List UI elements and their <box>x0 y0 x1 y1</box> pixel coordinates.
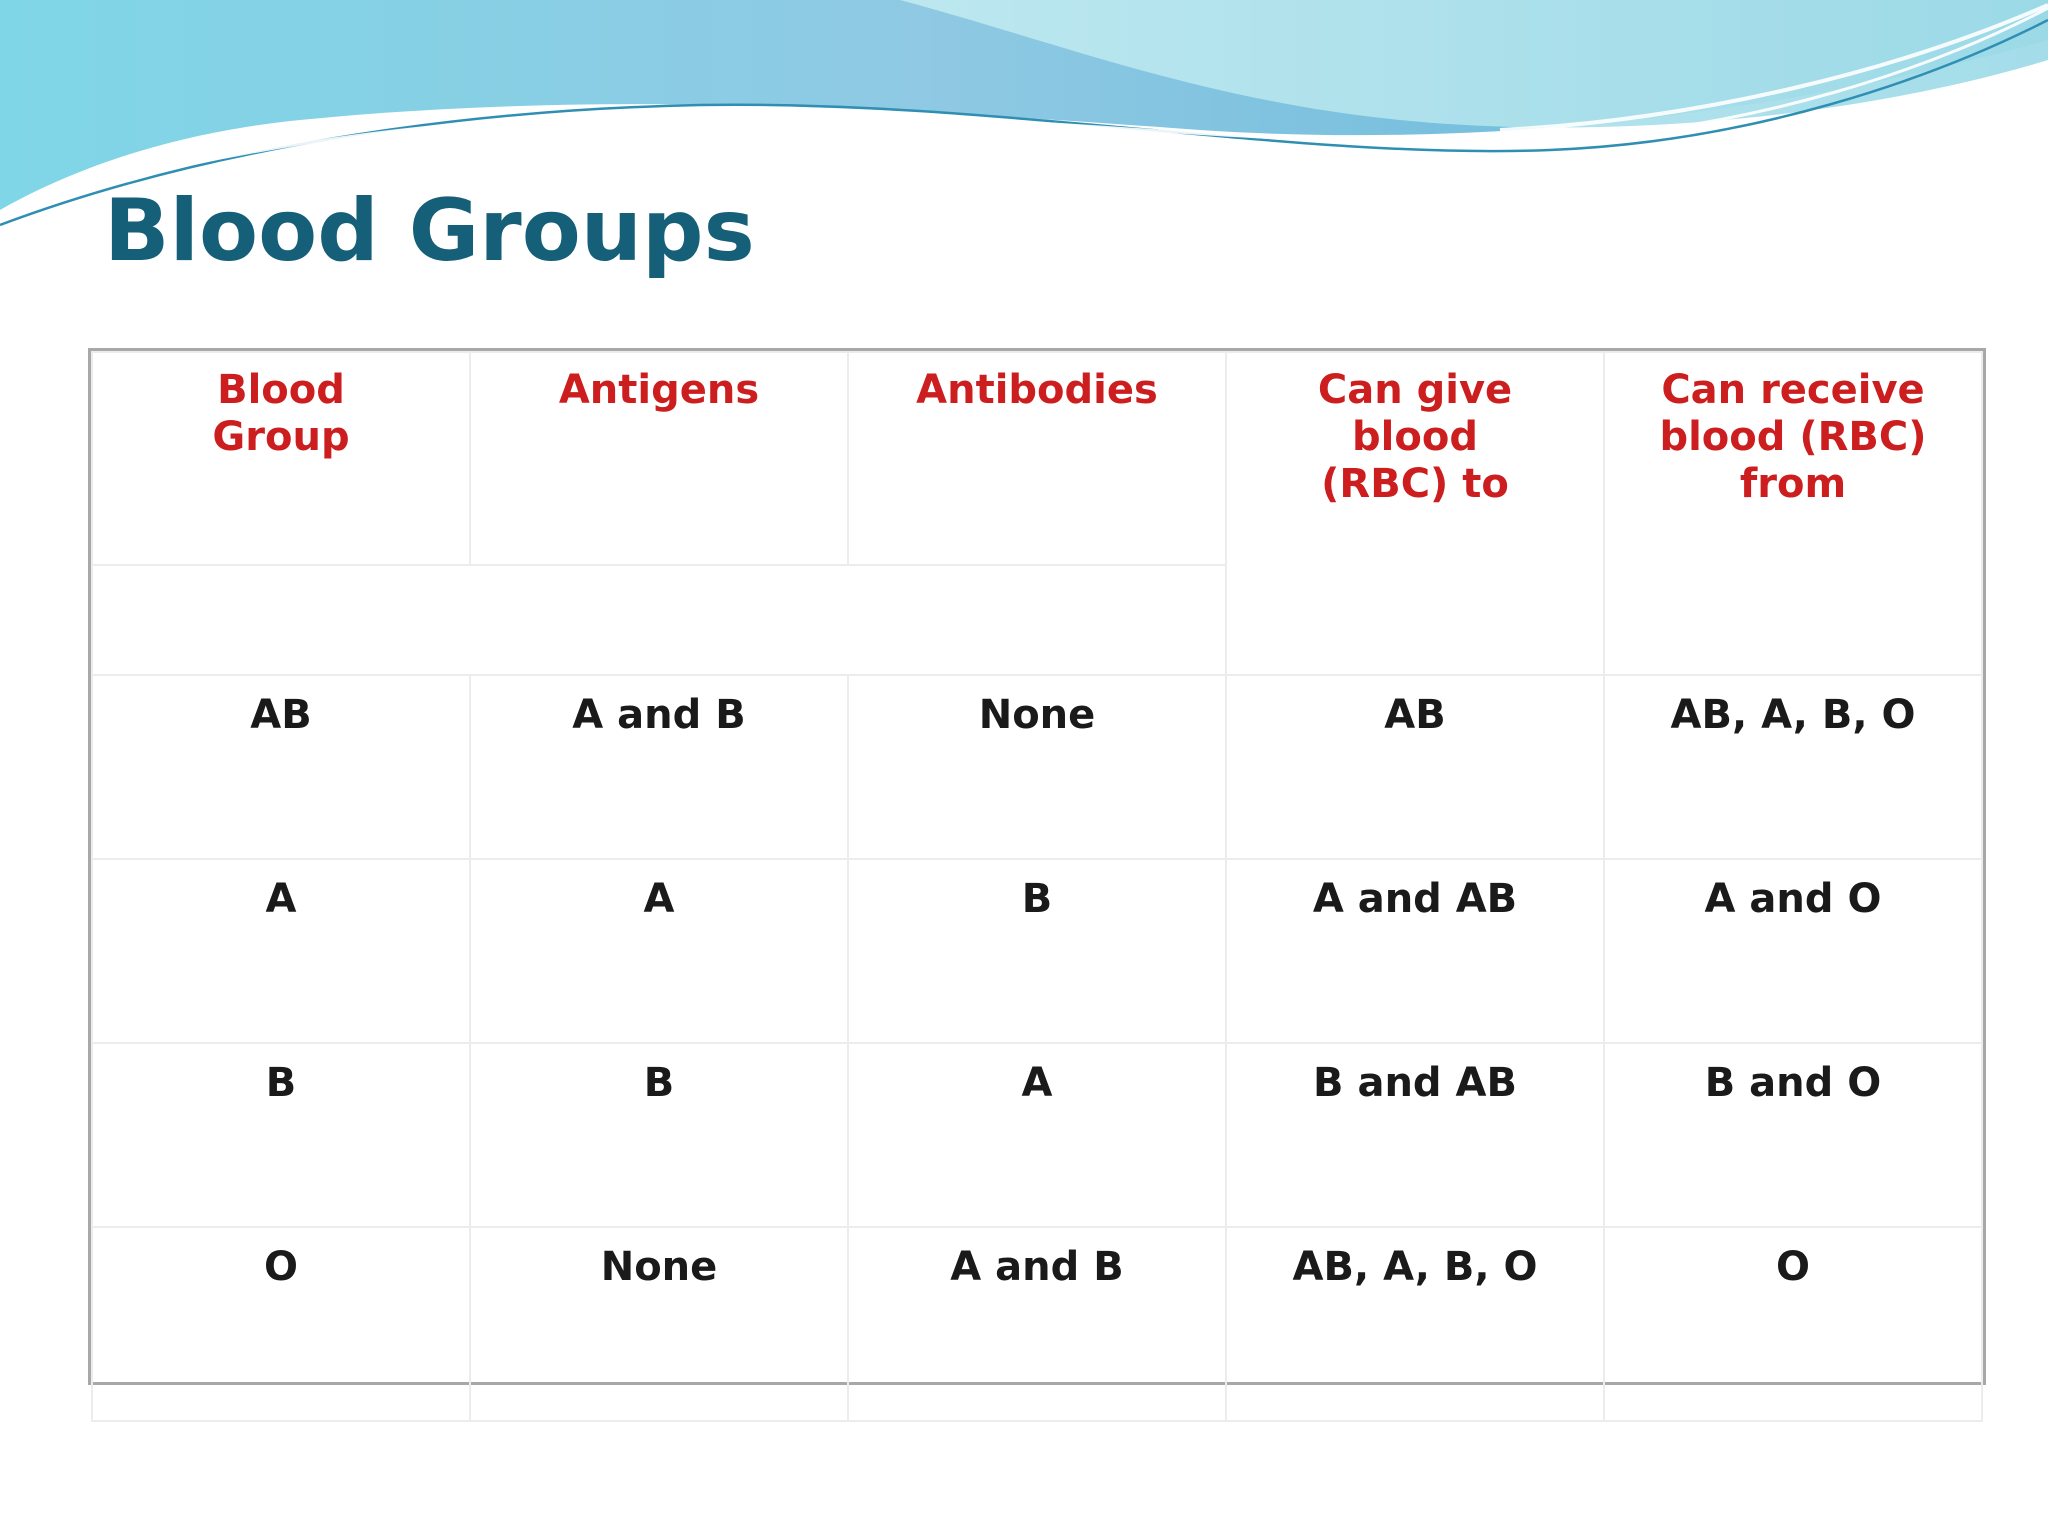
blood-group-table <box>88 348 1986 1385</box>
table-cell: B <box>92 1043 470 1227</box>
table-cell: O <box>1604 1227 1982 1421</box>
table-row <box>92 675 1982 859</box>
header-line: Antibodies <box>916 367 1158 413</box>
header-can-give <box>1226 352 1604 675</box>
table-row <box>92 1227 1982 1421</box>
table-cell: B and AB <box>1226 1043 1604 1227</box>
table-cell: A and B <box>470 675 848 859</box>
table-cell: A <box>92 859 470 1043</box>
table-cell: AB <box>92 675 470 859</box>
header-antigens <box>470 352 848 565</box>
table-cell: A <box>848 1043 1226 1227</box>
table-cell: AB, A, B, O <box>1604 675 1982 859</box>
header-antibodies <box>848 352 1226 565</box>
table-cell: B <box>848 859 1226 1043</box>
table-cell: A and B <box>848 1227 1226 1421</box>
header-line: Can receive <box>1661 367 1925 413</box>
table-row <box>92 859 1982 1043</box>
table-cell: A <box>470 859 848 1043</box>
table-cell: A and AB <box>1226 859 1604 1043</box>
header-line: Antigens <box>558 367 760 413</box>
header-line: (RBC) to <box>1321 461 1509 507</box>
table-header-row <box>92 352 1982 565</box>
header-line: from <box>1739 461 1847 507</box>
table-row <box>92 1043 1982 1227</box>
header-line: Group <box>212 414 350 460</box>
header-spacer-cell <box>92 565 1226 675</box>
header-blood-group <box>92 352 470 565</box>
table-grid <box>91 351 1983 1422</box>
header-line: Blood <box>217 367 345 413</box>
header-line: Can give <box>1317 367 1513 413</box>
table-cell: A and O <box>1604 859 1982 1043</box>
table-cell: AB <box>1226 675 1604 859</box>
table-cell: B <box>470 1043 848 1227</box>
table-cell: AB, A, B, O <box>1226 1227 1604 1421</box>
header-can-receive <box>1604 352 1982 675</box>
header-line: blood (RBC) <box>1659 414 1927 460</box>
table-cell: O <box>92 1227 470 1421</box>
table-cell: None <box>848 675 1226 859</box>
slide-title: Blood Groups <box>104 181 755 281</box>
table-cell: B and O <box>1604 1043 1982 1227</box>
header-line: blood <box>1352 414 1478 460</box>
table-cell: None <box>470 1227 848 1421</box>
